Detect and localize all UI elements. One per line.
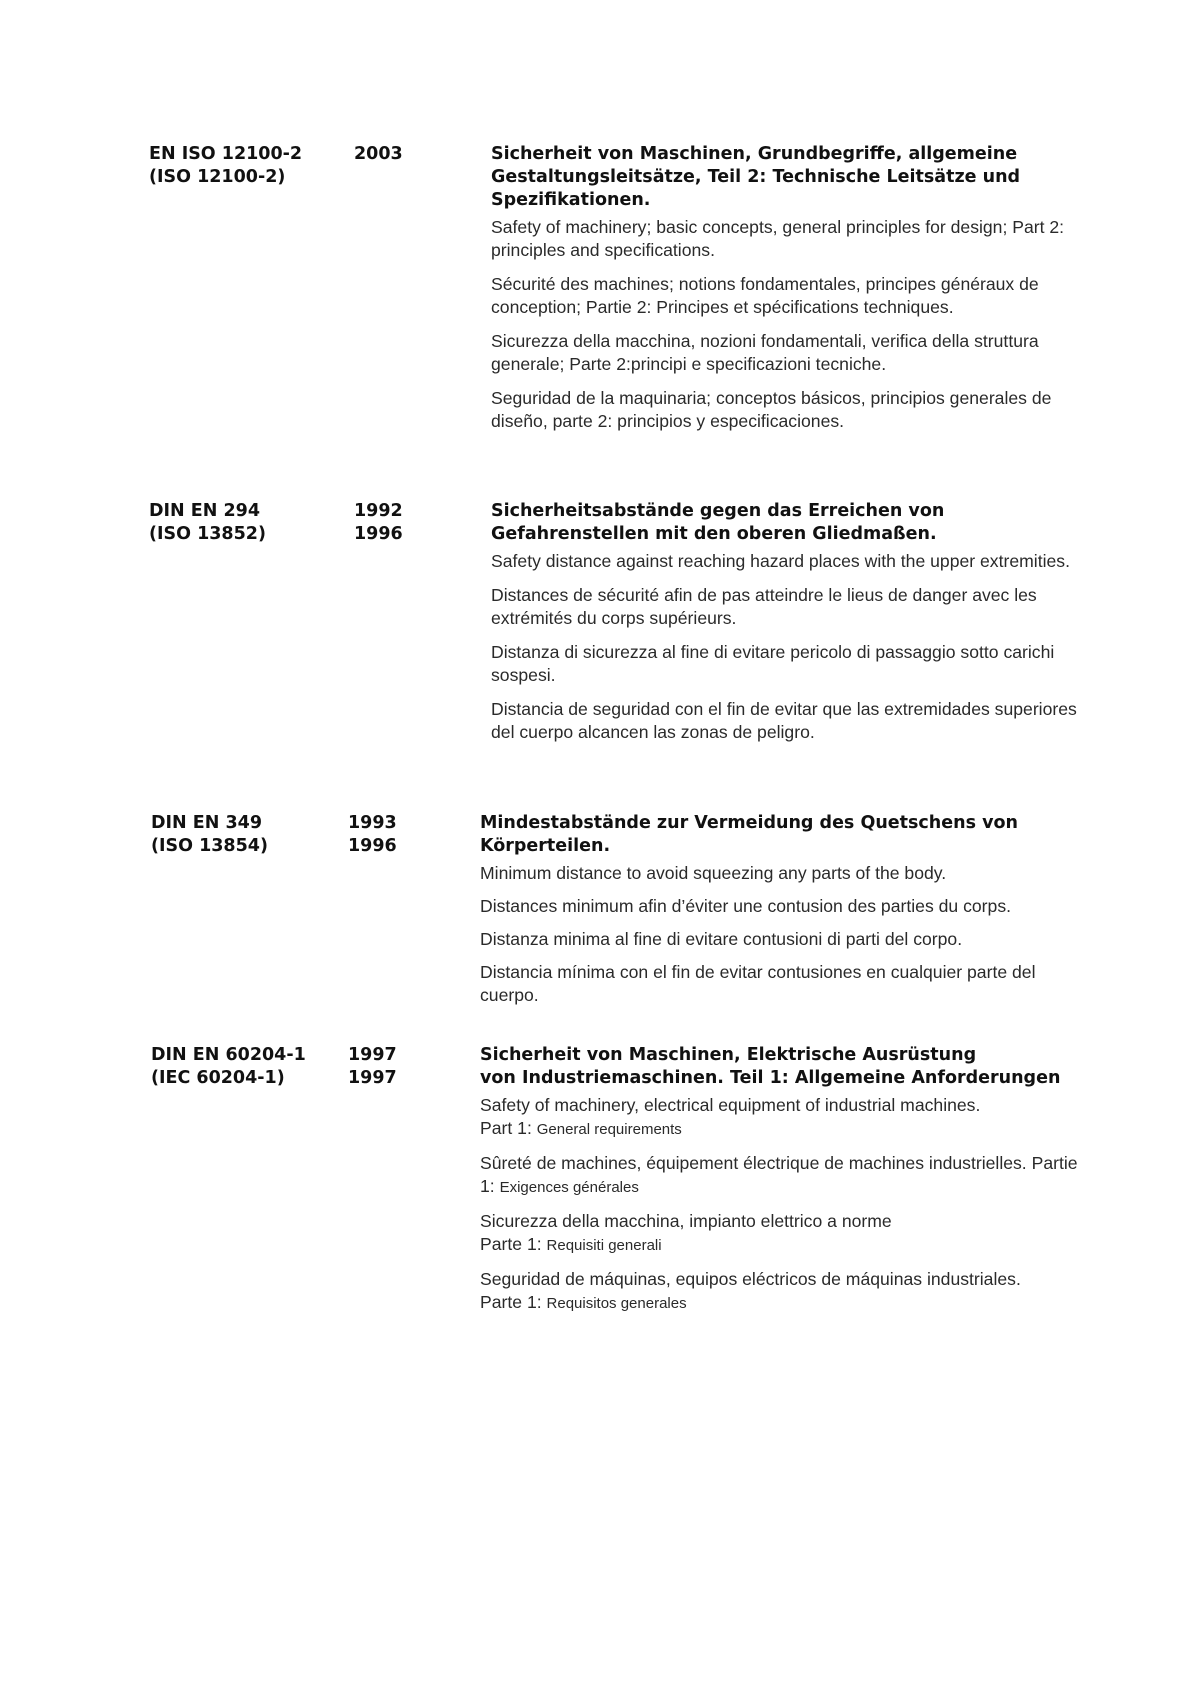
standard-number: EN ISO 12100-2 bbox=[149, 144, 303, 164]
french-translation: Distances minimum afin d’éviter une contusion des parties du corps. bbox=[480, 896, 1011, 916]
spanish-translation: Distancia de seguridad con el fin de evitar que las extremidades superiores del cuerpo alcancen las zonas de peligro. bbox=[491, 699, 1077, 742]
part-label: Parte 1: bbox=[480, 1292, 542, 1312]
french-translation: Sécurité des machines; notions fondamentales, principes généraux de conception; Partie 2: Principes et spécifications techniques. bbox=[491, 274, 1039, 317]
iso-equivalent: (ISO 13852) bbox=[149, 524, 266, 544]
requirements-label: Requisitos generales bbox=[546, 1295, 687, 1312]
german-title-line: Sicherheit von Maschinen, Elektrische Ausrüstung bbox=[480, 1045, 977, 1065]
standard-number: DIN EN 294 bbox=[149, 501, 260, 521]
english-translation bbox=[480, 1094, 1080, 1141]
german-title: Sicherheit von Maschinen, Grundbegriffe, allgemeine Gestaltungsleitsätze, Teil 2: Technische Leitsätze und Spezifikationen. bbox=[491, 144, 1021, 210]
standard-year bbox=[354, 143, 414, 166]
translation-text: Seguridad de máquinas, equipos eléctricos de máquinas industriales. bbox=[480, 1269, 1021, 1289]
standard-number: DIN EN 349 bbox=[151, 813, 262, 833]
requirements-label: Exigences générales bbox=[499, 1179, 639, 1196]
part-label: Part 1: bbox=[480, 1118, 532, 1138]
english-translation: Safety of machinery; basic concepts, general principles for design; Part 2: principles and specifications. bbox=[491, 217, 1065, 260]
german-title: Sicherheitsabstände gegen das Erreichen von Gefahrenstellen mit den oberen Gliedmaßen. bbox=[491, 501, 945, 544]
translation-text: Sicurezza della macchina, impianto elettrico a norme bbox=[480, 1211, 892, 1231]
standard-description bbox=[491, 143, 1081, 444]
standard-number: DIN EN 60204-1 bbox=[151, 1045, 306, 1065]
spanish-translation: Seguridad de la maquinaria; conceptos básicos, principios generales de diseño, parte 2: principios y especificaciones. bbox=[491, 388, 1052, 431]
year-value: 1997 bbox=[348, 1045, 397, 1065]
year-value: 1997 bbox=[348, 1068, 397, 1088]
standard-code bbox=[149, 500, 266, 546]
standard-description bbox=[480, 1044, 1080, 1326]
standard-code bbox=[151, 1044, 306, 1090]
spanish-translation bbox=[480, 1268, 1080, 1315]
spanish-translation: Distancia mínima con el fin de evitar contusiones en cualquier parte del cuerpo. bbox=[480, 962, 1036, 1005]
requirements-label: General requirements bbox=[536, 1121, 682, 1138]
italian-translation bbox=[480, 1210, 1080, 1257]
german-title-line: von Industriemaschinen. Teil 1: Allgemeine Anforderungen bbox=[480, 1068, 1061, 1088]
english-translation: Minimum distance to avoid squeezing any parts of the body. bbox=[480, 863, 947, 883]
year-value: 1996 bbox=[354, 524, 403, 544]
standard-description bbox=[491, 500, 1081, 755]
year-value: 2003 bbox=[354, 144, 403, 164]
french-translation bbox=[480, 1152, 1080, 1199]
italian-translation: Sicurezza della macchina, nozioni fondamentali, verifica della struttura generale; Parte 2:principi e specificazioni tecniche. bbox=[491, 331, 1039, 374]
year-value: 1996 bbox=[348, 836, 397, 856]
english-translation: Safety distance against reaching hazard places with the upper extremities. bbox=[491, 551, 1070, 571]
translation-text: Sûreté de machines, équipement électrique de machines industrielles. Partie 1: bbox=[480, 1153, 1078, 1196]
iso-equivalent: (ISO 12100-2) bbox=[149, 167, 286, 187]
standard-code bbox=[151, 812, 268, 858]
italian-translation: Distanza di sicurezza al fine di evitare pericolo di passaggio sotto carichi sospesi. bbox=[491, 642, 1055, 685]
iso-equivalent: (ISO 13854) bbox=[151, 836, 268, 856]
requirements-label: Requisiti generali bbox=[546, 1237, 662, 1254]
year-value: 1992 bbox=[354, 501, 403, 521]
italian-translation: Distanza minima al fine di evitare contusioni di parti del corpo. bbox=[480, 929, 963, 949]
standard-code bbox=[149, 143, 302, 189]
german-title bbox=[480, 1044, 1080, 1090]
standard-year bbox=[348, 812, 397, 858]
part-label: Parte 1: bbox=[480, 1234, 542, 1254]
standard-year bbox=[348, 1044, 397, 1090]
year-value: 1993 bbox=[348, 813, 397, 833]
german-title: Mindestabstände zur Vermeidung des Quetschens von Körperteilen. bbox=[480, 813, 1018, 856]
standard-year bbox=[354, 500, 414, 546]
standard-description bbox=[480, 812, 1080, 1018]
translation-text: Safety of machinery, electrical equipment of industrial machines. bbox=[480, 1095, 981, 1115]
iec-equivalent: (IEC 60204-1) bbox=[151, 1068, 285, 1088]
french-translation: Distances de sécurité afin de pas atteindre le lieus de danger avec les extrémités du corps supérieurs. bbox=[491, 585, 1037, 628]
